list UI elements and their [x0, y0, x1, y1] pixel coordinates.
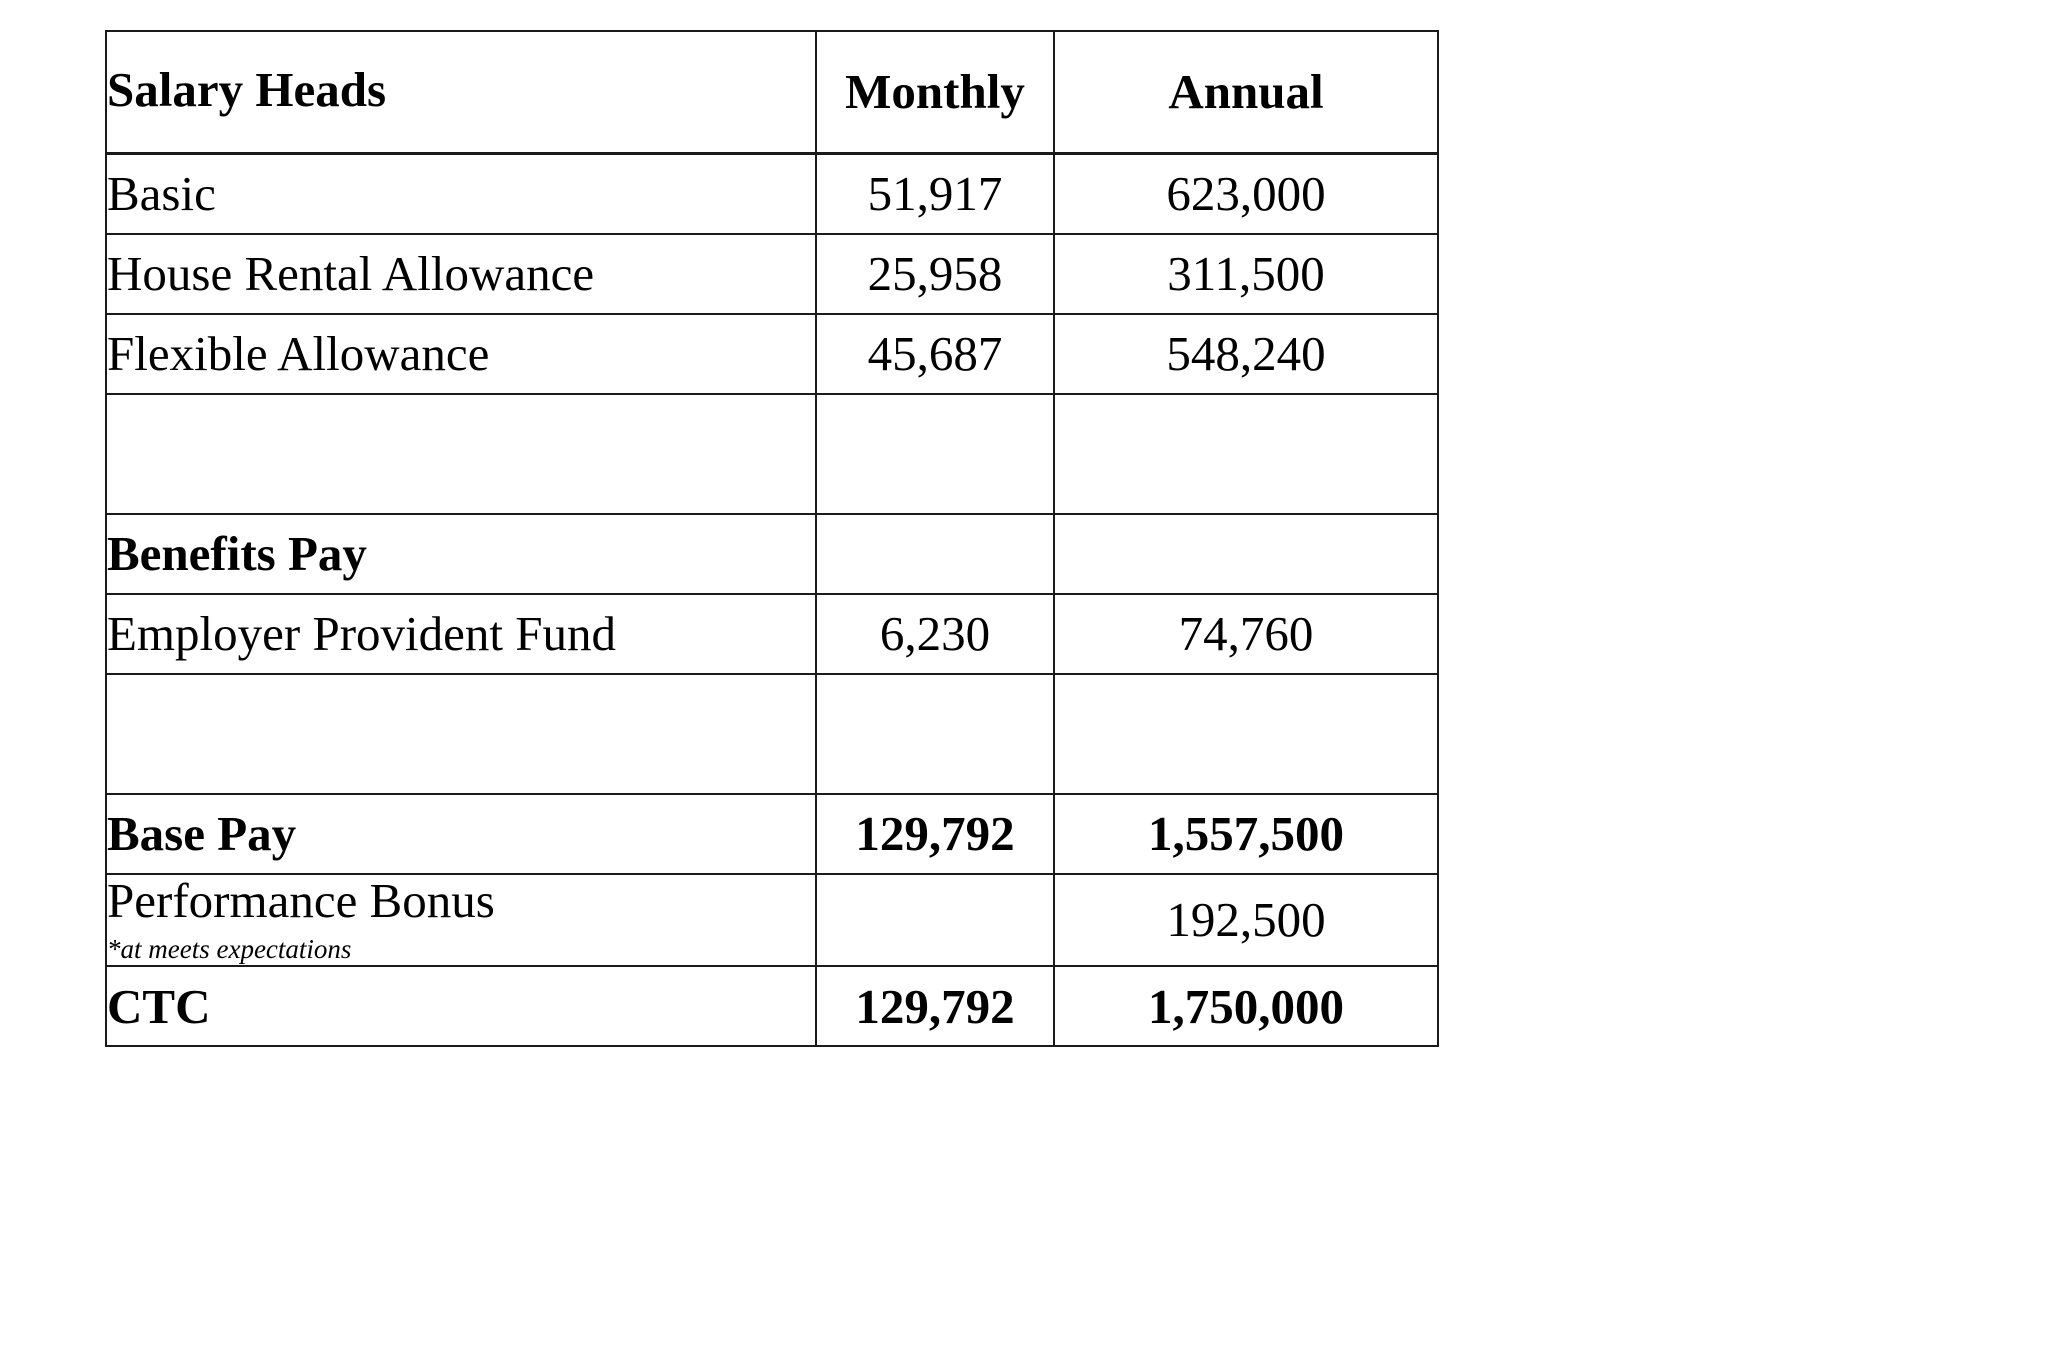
row-label: Basic	[106, 154, 816, 235]
table-row	[106, 154, 1438, 235]
column-header-annual: Annual	[1054, 31, 1438, 154]
column-header-head: Salary Heads	[106, 31, 816, 154]
cell-annual: 1,750,000	[1054, 966, 1438, 1046]
row-label-footnote: *at meets expectations	[107, 933, 352, 964]
spacer-cell-annual	[1054, 394, 1438, 514]
table-row	[106, 594, 1438, 674]
row-label-text: Performance Bonus	[107, 873, 495, 928]
row-label: CTC	[106, 966, 816, 1046]
row-label: Benefits Pay	[106, 514, 816, 594]
cell-monthly: 45,687	[816, 314, 1054, 394]
spacer-cell-monthly	[816, 674, 1054, 794]
table-spacer-row	[106, 674, 1438, 794]
row-label: House Rental Allowance	[106, 234, 816, 314]
salary-breakdown-table	[105, 30, 1439, 1047]
cell-monthly: 51,917	[816, 154, 1054, 235]
row-label-performance-bonus	[106, 874, 816, 966]
cell-annual: 192,500	[1054, 874, 1438, 966]
spacer-cell-head	[106, 674, 816, 794]
cell-annual: 623,000	[1054, 154, 1438, 235]
table-body	[106, 31, 1438, 1046]
spacer-cell-head	[106, 394, 816, 514]
salary-table-container	[105, 30, 1437, 1047]
cell-monthly: 129,792	[816, 966, 1054, 1046]
table-spacer-row	[106, 394, 1438, 514]
cell-annual: 74,760	[1054, 594, 1438, 674]
cell-monthly: 25,958	[816, 234, 1054, 314]
cell-annual	[1054, 514, 1438, 594]
row-label: Base Pay	[106, 794, 816, 874]
table-row	[106, 874, 1438, 966]
cell-annual: 1,557,500	[1054, 794, 1438, 874]
table-header-row	[106, 31, 1438, 154]
table-row	[106, 794, 1438, 874]
cell-monthly: 6,230	[816, 594, 1054, 674]
table-row	[106, 966, 1438, 1046]
row-label: Flexible Allowance	[106, 314, 816, 394]
spacer-cell-annual	[1054, 674, 1438, 794]
row-label: Employer Provident Fund	[106, 594, 816, 674]
cell-annual: 548,240	[1054, 314, 1438, 394]
cell-monthly	[816, 874, 1054, 966]
spacer-cell-monthly	[816, 394, 1054, 514]
column-header-monthly: Monthly	[816, 31, 1054, 154]
cell-monthly	[816, 514, 1054, 594]
table-row	[106, 314, 1438, 394]
cell-monthly: 129,792	[816, 794, 1054, 874]
table-row	[106, 514, 1438, 594]
cell-annual: 311,500	[1054, 234, 1438, 314]
table-row	[106, 234, 1438, 314]
